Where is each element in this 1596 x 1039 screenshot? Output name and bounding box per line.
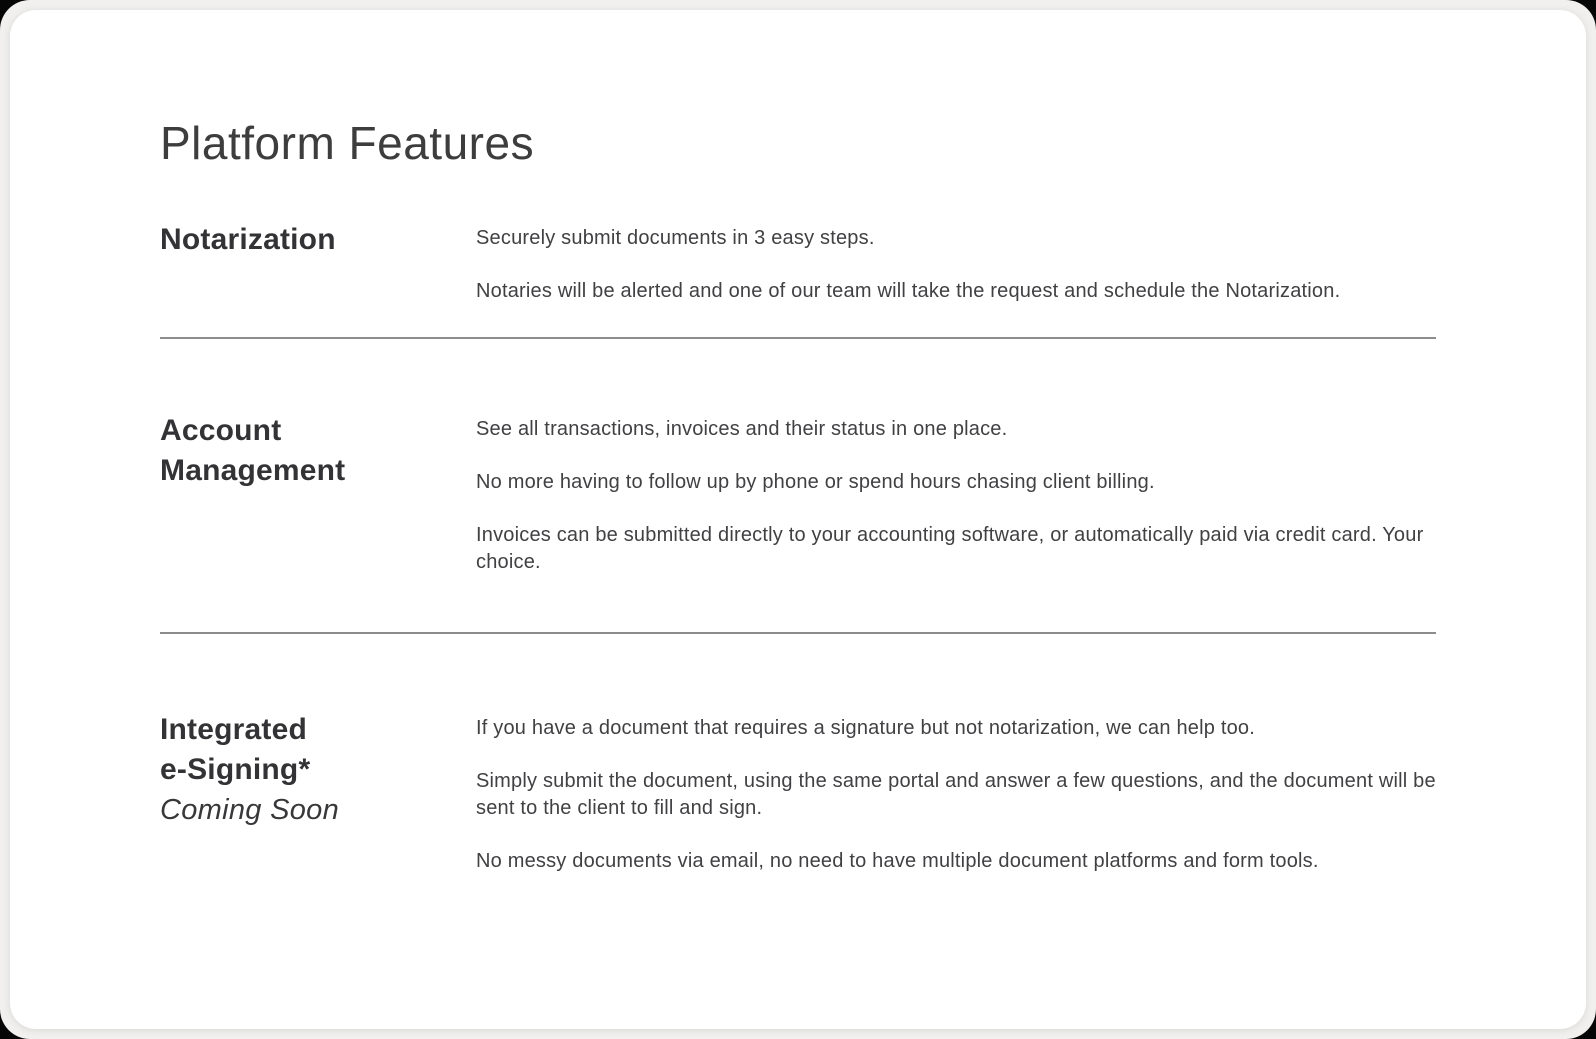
section-notarization-label [160, 220, 476, 260]
section-account-management-body [476, 411, 1436, 576]
section-notarization-body [476, 220, 1436, 305]
section-integrated-esigning-body [476, 710, 1436, 875]
section-integrated-esigning-label [160, 710, 476, 830]
section-heading-line: e-Signing* [160, 753, 311, 786]
section-account-management [160, 339, 1436, 632]
paragraph: See all transactions, invoices and their status in one place. [476, 418, 1008, 440]
section-heading: Notarization [160, 223, 336, 256]
paragraph: No messy documents via email, no need to have multiple document platforms and form tools. [476, 850, 1319, 872]
section-account-management-label [160, 411, 476, 491]
paragraph: Invoices can be submitted directly to your accounting software, or automatically paid via credit card. Your choice. [476, 524, 1424, 573]
features-content [10, 10, 1586, 935]
section-heading-line: Account [160, 414, 282, 447]
section-integrated-esigning [160, 634, 1436, 935]
paragraph: No more having to follow up by phone or spend hours chasing client billing. [476, 471, 1155, 493]
paragraph: Notaries will be alerted and one of our team will take the request and schedule the Notarization. [476, 280, 1341, 302]
coming-soon-note: Coming Soon [160, 794, 340, 826]
page-title: Platform Features [160, 117, 535, 169]
section-notarization [160, 170, 1436, 337]
paragraph: Securely submit documents in 3 easy steps. [476, 227, 875, 249]
paragraph: Simply submit the document, using the same portal and answer a few questions, and the document will be sent to the client to fill and sign. [476, 770, 1436, 819]
paragraph: If you have a document that requires a signature but not notarization, we can help too. [476, 717, 1255, 739]
section-heading-line: Management [160, 454, 346, 487]
section-heading-line: Integrated [160, 713, 308, 746]
features-card [10, 10, 1586, 1029]
